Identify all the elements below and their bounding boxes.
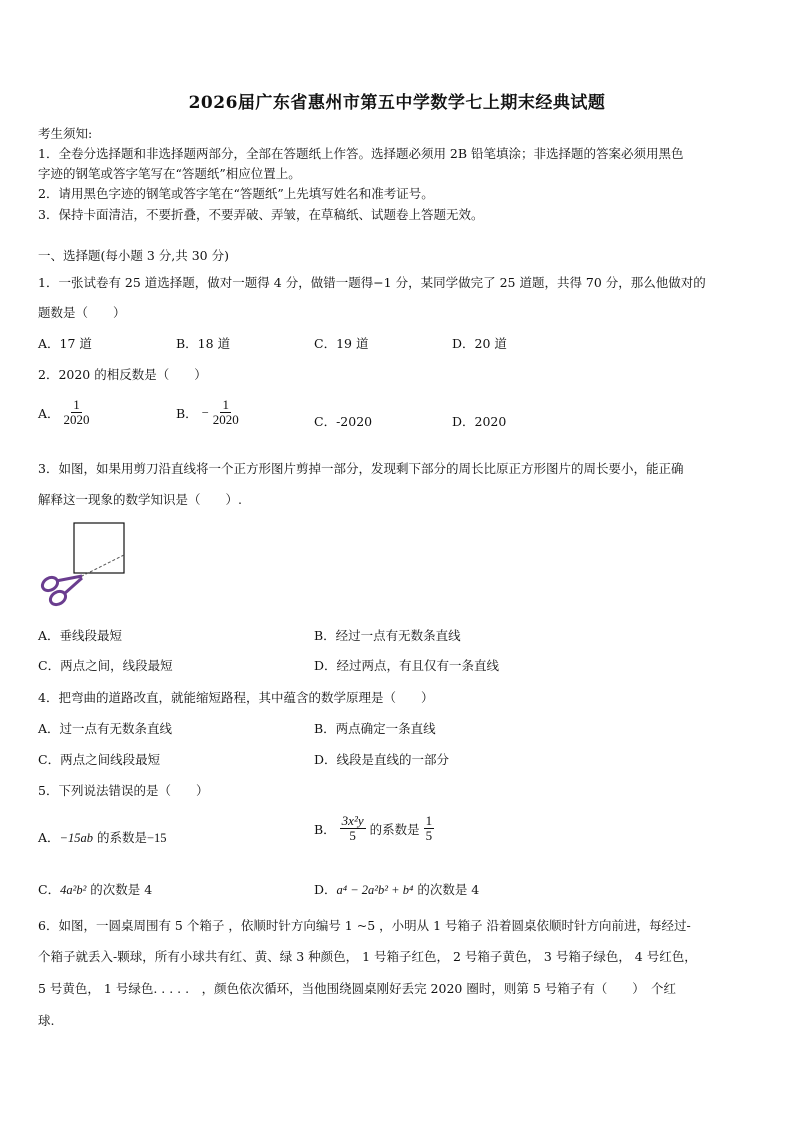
q3-option-c: C．两点之间，线段最短 xyxy=(38,658,173,673)
q5-option-a xyxy=(38,828,167,846)
notice-item: 1．全卷分选择题和非选择题两部分，全部在答题纸上作答。选择题必须用 2B 铅笔填涂；非选择题的答案必须用黑色 xyxy=(38,146,684,161)
scissors-cutting-square-icon xyxy=(38,518,133,610)
q3-option-d: D．经过两点，有且仅有一条直线 xyxy=(314,658,500,673)
math-expression: −15ab xyxy=(59,831,93,845)
q3-option-a: A．垂线段最短 xyxy=(38,628,123,643)
fraction-numerator: 1 xyxy=(73,397,80,412)
square-outline xyxy=(74,523,124,573)
q2-option-c: C．-2020 xyxy=(314,414,373,429)
q1-option-b: B．18 道 xyxy=(176,336,231,351)
question-6-stem-cont: 5 号黄色， 1 号绿色. . . . . ，颜色依次循环，当他围绕圆桌刚好丢完 2020 圈时，则第 5 号箱子有（ ） 个红 xyxy=(38,981,676,996)
notice-item: 3．保持卡面清洁，不要折叠，不要弄破、弄皱，在草稿纸、试题卷上答题无效。 xyxy=(38,207,484,222)
q5-option-c-label: C． xyxy=(38,882,61,897)
fraction-numerator: 1 xyxy=(222,397,229,412)
notice-item: 字迹的钢笔或答字笔写在“答题纸”相应位置上。 xyxy=(38,166,301,181)
page-title: 2026届广东省惠州市第五中学数学七上期末经典试题 xyxy=(188,93,606,113)
q4-option-d: D．线段是直线的一部分 xyxy=(314,752,450,767)
q1-option-c: C．19 道 xyxy=(314,336,369,351)
q1-option-a: A．17 道 xyxy=(38,336,92,351)
q2-option-b-label: B． xyxy=(176,405,198,421)
question-2-stem: 2．2020 的相反数是（ ） xyxy=(38,367,207,382)
q5-option-b-text: 的系数是 xyxy=(369,821,420,837)
q2-option-a-fraction xyxy=(64,398,90,428)
question-3-stem-cont: 解释这一现象的数学知识是（ ）. xyxy=(38,492,242,507)
fraction-denominator: 2020 xyxy=(63,412,90,428)
notice-item: 2．请用黑色字迹的钢笔或答字笔在“答题纸”上先填写姓名和准考证号。 xyxy=(38,186,434,201)
fraction-denominator: 5 xyxy=(349,828,356,844)
minus-sign: − xyxy=(201,405,209,420)
question-4-stem: 4．把弯曲的道路改直，就能缩短路程，其中蕴含的数学原理是（ ） xyxy=(38,690,434,705)
fraction-numerator: 1 xyxy=(425,813,433,828)
math-value: −15 xyxy=(146,831,167,845)
q2-option-b xyxy=(176,398,239,428)
question-6-stem: 6．如图，一圆桌周围有 5 个箱子 ，依顺时针方向编号 1 ~5 ，小明从 1 号箱子 沿着圆桌依顺时针方向前进，每经过- xyxy=(38,918,691,933)
q4-option-c: C．两点之间线段最短 xyxy=(38,752,161,767)
question-6-stem-cont: 球. xyxy=(38,1013,55,1028)
q5-option-b-label: B． xyxy=(314,821,336,837)
q3-option-b: B．经过一点有无数条直线 xyxy=(314,628,461,643)
question-1-stem: 1．一张试卷有 25 道选择题，做对一题得 4 分，做错一题得−1 分，某同学做完了 25 道题，共得 70 分，那么他做对的 xyxy=(38,275,706,290)
q5-option-b-fraction xyxy=(340,814,366,844)
fraction-denominator: 5 xyxy=(425,828,433,844)
q2-option-b-fraction xyxy=(213,398,239,428)
q5-option-a-label: A． xyxy=(38,830,60,845)
q2-option-a xyxy=(38,398,90,428)
question-5-stem: 5．下列说法错误的是（ ） xyxy=(38,783,209,798)
q5-option-c xyxy=(38,880,152,898)
scissors-shape xyxy=(40,575,82,607)
fraction-numerator: 3x²y xyxy=(341,813,364,828)
q5-option-a-text: 的系数是 xyxy=(92,830,147,845)
notice-heading: 考生须知: xyxy=(38,126,93,141)
question-1-stem-cont: 题数是（ ） xyxy=(38,305,126,320)
q5-option-b-value-fraction xyxy=(424,814,435,844)
section-heading: 一、选择题(每小题 3 分,共 30 分) xyxy=(38,248,229,263)
question-3-stem: 3．如图，如果用剪刀沿直线将一个正方形图片剪掉一部分，发现剩下部分的周长比原正方形图片的周长要小，能正确 xyxy=(38,461,684,476)
q4-option-a: A．过一点有无数条直线 xyxy=(38,721,173,736)
q5-option-c-text: 的次数是 4 xyxy=(86,882,153,897)
q5-option-b xyxy=(314,814,434,844)
q2-option-d: D．2020 xyxy=(452,414,507,429)
q5-option-d xyxy=(314,880,479,898)
fraction-denominator: 2020 xyxy=(212,412,239,428)
question-6-stem-cont: 个箱子就丢入-颗球，所有小球共有红、黄、绿 3 种颜色， 1 号箱子红色， 2 号箱子黄色， 3 号箱子绿色， 4 号红色， xyxy=(38,949,697,964)
cut-line xyxy=(78,555,124,578)
math-expression: 4a²b² xyxy=(60,883,87,897)
q1-option-d: D．20 道 xyxy=(452,336,507,351)
q5-option-d-label: D． xyxy=(314,882,337,897)
math-expression: a⁴ − 2a²b² + b⁴ xyxy=(336,883,414,897)
q5-option-d-text: 的次数是 4 xyxy=(413,882,480,897)
q4-option-b: B．两点确定一条直线 xyxy=(314,721,436,736)
q2-option-a-label: A． xyxy=(38,405,60,421)
